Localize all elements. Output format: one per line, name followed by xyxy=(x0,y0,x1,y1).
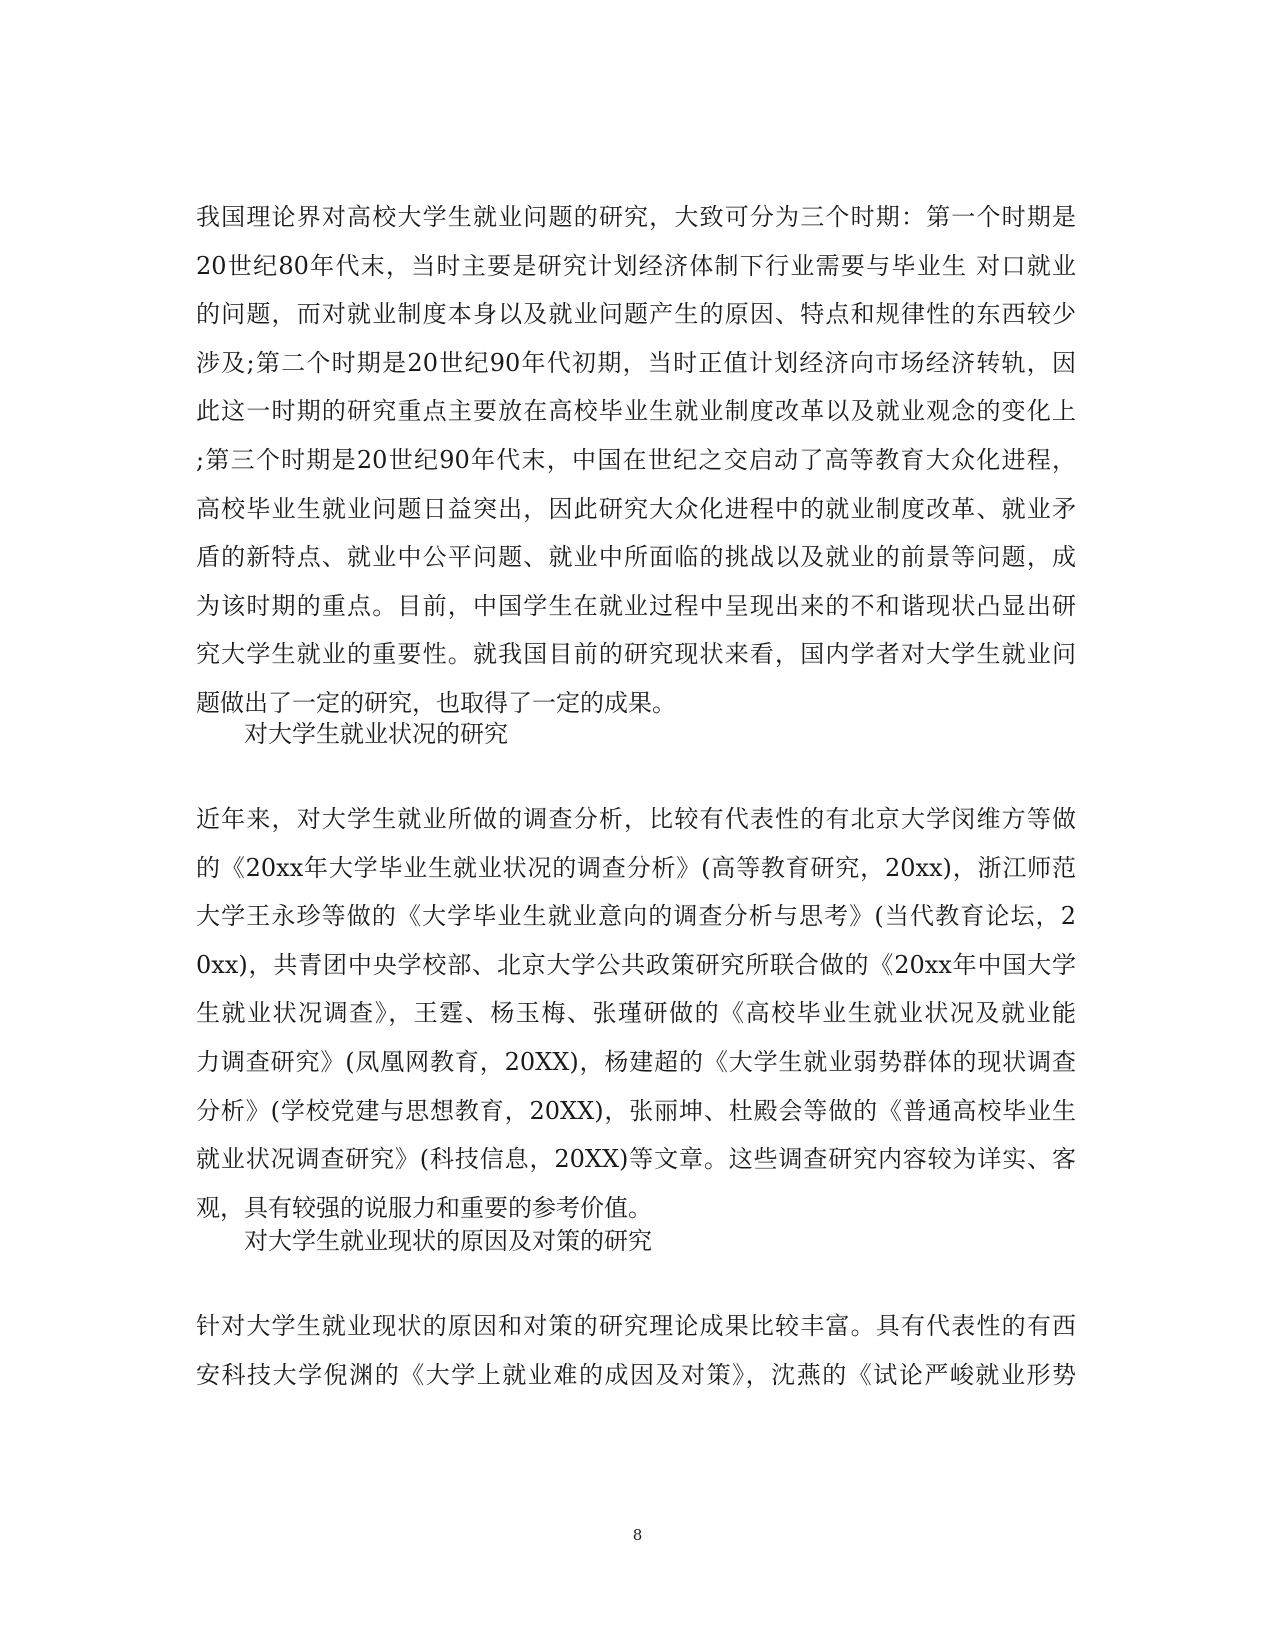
paragraph-line: 就业状况调查研究》(科技信息，20XX)等文章。这些调查研究内容较为详实、客 xyxy=(196,1145,1076,1174)
paragraph-line: 此这一时期的研究重点主要放在高校毕业生就业制度改革以及就业观念的变化上 xyxy=(196,397,1076,426)
paragraph-line: 分析》(学校党建与思想教育，20XX)，张丽坤、杜殿会等做的《普通高校毕业生 xyxy=(196,1096,1076,1125)
paragraph-intro xyxy=(196,193,1076,728)
paragraph-line: 的《20xx年大学毕业生就业状况的调查分析》(高等教育研究，20xx)，浙江师范 xyxy=(196,853,1076,882)
paragraph-line: 的问题，而对就业制度本身以及就业问题产生的原因、特点和规律性的东西较少 xyxy=(196,300,1076,329)
paragraph-line: 近年来，对大学生就业所做的调查分析，比较有代表性的有北京大学闵维方等做 xyxy=(196,805,1076,833)
paragraph-line: 盾的新特点、就业中公平问题、就业中所面临的挑战以及就业的前景等问题，成 xyxy=(196,543,1076,572)
paragraph-line: 20世纪80年代末，当时主要是研究计划经济体制下行业需要与毕业生 对口就业 xyxy=(196,251,1076,280)
paragraph-line: 生就业状况调查》，王霆、杨玉梅、张瑾研做的《高校毕业生就业状况及就业能 xyxy=(196,999,1076,1028)
paragraph-line: 安科技大学倪渊的《大学上就业难的成因及对策》，沈燕的《试论严峻就业形势 xyxy=(196,1360,1076,1389)
paragraph-line: 大学王永珍等做的《大学毕业生就业意向的调查分析与思考》(当代教育论坛，2 xyxy=(196,902,1076,931)
paragraph-causes xyxy=(196,1302,1076,1399)
paragraph-line: 高校毕业生就业问题日益突出，因此研究大众化进程中的就业制度改革、就业矛 xyxy=(196,494,1076,523)
paragraph-line: 为该时期的重点。目前，中国学生在就业过程中呈现出来的不和谐现状凸显出研 xyxy=(196,591,1076,620)
paragraph-line: 观，具有较强的说服力和重要的参考价值。 xyxy=(196,1193,652,1222)
paragraph-line: 我国理论界对高校大学生就业问题的研究，大致可分为三个时期：第一个时期是 xyxy=(196,203,1076,231)
page-number: 8 xyxy=(632,1526,643,1544)
paragraph-line: 究大学生就业的重要性。就我国目前的研究现状来看，国内学者对大学生就业问 xyxy=(196,640,1076,669)
paragraph-line: 题做出了一定的研究，也取得了一定的成果。 xyxy=(196,688,676,717)
section-heading-status: 对大学生就业状况的研究 xyxy=(244,720,508,748)
paragraph-line: 涉及;第二个时期是20世纪90年代初期，当时正值计划经济向市场经济转轨，因 xyxy=(196,348,1076,377)
paragraph-line: ;第三个时期是20世纪90年代末，中国在世纪之交启动了高等教育大众化进程， xyxy=(196,445,1076,474)
paragraph-line: 力调查研究》(凤凰网教育，20XX)，杨建超的《大学生就业弱势群体的现状调查 xyxy=(196,1047,1076,1076)
section-heading-causes: 对大学生就业现状的原因及对策的研究 xyxy=(244,1227,652,1255)
paragraph-line: 针对大学生就业现状的原因和对策的研究理论成果比较丰富。具有代表性的有西 xyxy=(196,1312,1076,1340)
paragraph-line: 0xx)，共青团中央学校部、北京大学公共政策研究所联合做的《20xx年中国大学 xyxy=(196,950,1076,979)
paragraph-survey xyxy=(196,795,1076,1232)
